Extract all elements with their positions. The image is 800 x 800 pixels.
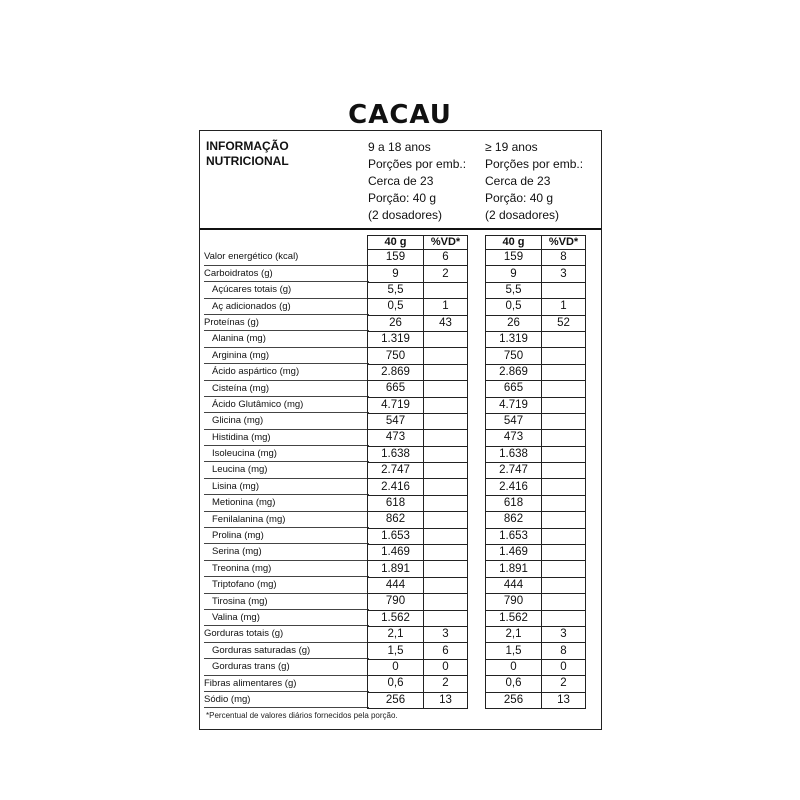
- table-row: [486, 299, 586, 315]
- table-row: [486, 381, 586, 397]
- table-row: [486, 446, 586, 462]
- nutrient-label: Isoleucina (mg): [204, 446, 369, 462]
- vd-cell: [542, 610, 586, 626]
- vd-cell: [542, 463, 586, 479]
- footnote: *Percentual de valores diários fornecidos pela porção.: [206, 711, 398, 720]
- table-row: [368, 643, 468, 659]
- nutrient-label: Tirosina (mg): [204, 594, 369, 610]
- nutrient-label: Gorduras trans (g): [204, 659, 369, 675]
- amount-cell: 2.869: [486, 364, 542, 380]
- nutrient-label: Proteínas (g): [204, 315, 369, 331]
- vd-cell: 8: [542, 250, 586, 266]
- amount-cell: 256: [368, 692, 424, 708]
- group-line: 9 a 18 anos: [368, 140, 431, 154]
- vd-cell: [542, 545, 586, 561]
- vd-cell: [542, 430, 586, 446]
- group-line: Porção: 40 g: [368, 191, 437, 205]
- table-row: [486, 479, 586, 495]
- vd-cell: 6: [424, 250, 468, 266]
- table-row: [368, 397, 468, 413]
- vd-cell: [424, 528, 468, 544]
- amount-cell: 0,5: [486, 299, 542, 315]
- amount-cell: 665: [486, 381, 542, 397]
- table-row: [486, 577, 586, 593]
- vd-cell: 2: [542, 676, 586, 692]
- vd-cell: 3: [424, 626, 468, 642]
- amount-cell: 0: [486, 659, 542, 675]
- nutrient-label: Leucina (mg): [204, 462, 369, 478]
- nutrient-label: Gorduras saturadas (g): [204, 643, 369, 659]
- vd-cell: 1: [424, 299, 468, 315]
- vd-cell: 43: [424, 315, 468, 331]
- group-line: Porções por emb.:: [485, 157, 584, 171]
- table-row: [368, 659, 468, 675]
- amount-cell: 159: [486, 250, 542, 266]
- group-line: Cerca de 23: [368, 174, 434, 188]
- table-row: [486, 545, 586, 561]
- amount-cell: 1.319: [486, 331, 542, 347]
- values-table-19-plus: [485, 235, 586, 709]
- table-row: [486, 331, 586, 347]
- amount-cell: 26: [368, 315, 424, 331]
- nutrient-label: Gorduras totais (g): [204, 626, 369, 642]
- table-row: [486, 364, 586, 380]
- amount-cell: 2.416: [368, 479, 424, 495]
- amount-cell: 0,6: [368, 676, 424, 692]
- table-row: [486, 676, 586, 692]
- table-row: [368, 413, 468, 429]
- vd-cell: [424, 495, 468, 511]
- nutrient-label: Valina (mg): [204, 610, 369, 626]
- amount-cell: 1,5: [368, 643, 424, 659]
- table-row: [368, 430, 468, 446]
- vd-cell: [542, 282, 586, 298]
- amount-cell: 26: [486, 315, 542, 331]
- amount-cell: 256: [486, 692, 542, 708]
- group-line: Porção: 40 g: [485, 191, 554, 205]
- table-row: [486, 250, 586, 266]
- amount-cell: 2.416: [486, 479, 542, 495]
- table-row: [486, 315, 586, 331]
- amount-cell: 862: [368, 512, 424, 528]
- vd-cell: [424, 348, 468, 364]
- amount-cell: 1.653: [486, 528, 542, 544]
- nutrient-label: Aç adicionados (g): [204, 299, 369, 315]
- table-row: [368, 364, 468, 380]
- table-row: [368, 594, 468, 610]
- table-row: [368, 315, 468, 331]
- amount-cell: 0,5: [368, 299, 424, 315]
- amount-cell: 1.469: [486, 545, 542, 561]
- nutrient-label: Triptofano (mg): [204, 577, 369, 593]
- col-header-vd: %VD*: [542, 236, 586, 250]
- table-row: [368, 610, 468, 626]
- vd-cell: [542, 512, 586, 528]
- table-row: [486, 528, 586, 544]
- table-row: [368, 299, 468, 315]
- amount-cell: 750: [486, 348, 542, 364]
- group-line: (2 dosadores): [368, 208, 443, 222]
- table-row: [368, 626, 468, 642]
- nutrient-label: Valor energético (kcal): [204, 249, 369, 265]
- nutrient-label: Fibras alimentares (g): [204, 676, 369, 692]
- vd-cell: [542, 413, 586, 429]
- table-row: [368, 692, 468, 708]
- nutrient-label: Serina (mg): [204, 544, 369, 560]
- nutrient-label: Lisina (mg): [204, 479, 369, 495]
- vd-cell: [542, 331, 586, 347]
- amount-cell: 1.562: [368, 610, 424, 626]
- amount-cell: 665: [368, 381, 424, 397]
- vd-cell: [542, 528, 586, 544]
- vd-cell: [542, 446, 586, 462]
- amount-cell: 862: [486, 512, 542, 528]
- vd-cell: [424, 282, 468, 298]
- vd-cell: 2: [424, 266, 468, 282]
- nutrient-label: Treonina (mg): [204, 561, 369, 577]
- table-row: [368, 331, 468, 347]
- vd-cell: [542, 381, 586, 397]
- amount-cell: 2,1: [486, 626, 542, 642]
- col-header-vd: %VD*: [424, 236, 468, 250]
- vd-cell: [542, 577, 586, 593]
- table-row: [368, 348, 468, 364]
- amount-cell: 1.891: [486, 561, 542, 577]
- vd-cell: [424, 331, 468, 347]
- vd-cell: 0: [542, 659, 586, 675]
- amount-cell: 9: [486, 266, 542, 282]
- table-row: [486, 626, 586, 642]
- header-separator: [200, 228, 601, 230]
- table-row: [368, 266, 468, 282]
- table-row: [368, 479, 468, 495]
- amount-cell: 444: [486, 577, 542, 593]
- table-row: [486, 659, 586, 675]
- table-row: [368, 463, 468, 479]
- vd-cell: [542, 594, 586, 610]
- amount-cell: 547: [368, 413, 424, 429]
- vd-cell: [424, 610, 468, 626]
- vd-cell: 52: [542, 315, 586, 331]
- amount-cell: 618: [486, 495, 542, 511]
- info-title: INFORMAÇÃO NUTRICIONAL: [206, 139, 289, 168]
- amount-cell: 0: [368, 659, 424, 675]
- vd-cell: [542, 561, 586, 577]
- table-row: [486, 643, 586, 659]
- table-row: [368, 512, 468, 528]
- amount-cell: 473: [486, 430, 542, 446]
- amount-cell: 159: [368, 250, 424, 266]
- vd-cell: 3: [542, 266, 586, 282]
- table-row: [486, 692, 586, 708]
- amount-cell: 547: [486, 413, 542, 429]
- amount-cell: 1,5: [486, 643, 542, 659]
- table-row: [486, 610, 586, 626]
- group-line: (2 dosadores): [485, 208, 560, 222]
- table-row: [486, 430, 586, 446]
- vd-cell: 13: [424, 692, 468, 708]
- nutrient-label: Ácido Glutâmico (mg): [204, 397, 369, 413]
- vd-cell: [424, 364, 468, 380]
- table-row: [486, 348, 586, 364]
- nutrition-facts-panel: [199, 130, 602, 730]
- vd-cell: [542, 479, 586, 495]
- nutrient-label: Sódio (mg): [204, 692, 369, 708]
- table-row: [486, 463, 586, 479]
- table-row: [368, 250, 468, 266]
- amount-cell: 1.638: [368, 446, 424, 462]
- amount-cell: 2.747: [486, 463, 542, 479]
- table-row: [368, 446, 468, 462]
- vd-cell: [424, 413, 468, 429]
- table-row: [368, 561, 468, 577]
- nutrient-label: Carboidratos (g): [204, 266, 369, 282]
- nutrient-label: Fenilalanina (mg): [204, 512, 369, 528]
- nutrient-label: Metionina (mg): [204, 495, 369, 511]
- table-row: [368, 495, 468, 511]
- table-row: [368, 676, 468, 692]
- vd-cell: 3: [542, 626, 586, 642]
- amount-cell: 0,6: [486, 676, 542, 692]
- amount-cell: 444: [368, 577, 424, 593]
- vd-cell: [424, 545, 468, 561]
- amount-cell: 4.719: [486, 397, 542, 413]
- amount-cell: 473: [368, 430, 424, 446]
- amount-cell: 1.469: [368, 545, 424, 561]
- vd-cell: [424, 479, 468, 495]
- values-table-9-18: [367, 235, 468, 709]
- amount-cell: 2,1: [368, 626, 424, 642]
- amount-cell: 750: [368, 348, 424, 364]
- table-row: [368, 282, 468, 298]
- table-row: [486, 594, 586, 610]
- vd-cell: [424, 463, 468, 479]
- vd-cell: 13: [542, 692, 586, 708]
- nutrient-label: Ácido aspártico (mg): [204, 364, 369, 380]
- group-header-19-plus: [485, 139, 583, 224]
- vd-cell: [542, 364, 586, 380]
- table-row: [486, 413, 586, 429]
- amount-cell: 1.638: [486, 446, 542, 462]
- amount-cell: 1.653: [368, 528, 424, 544]
- table-row: [368, 545, 468, 561]
- amount-cell: 1.319: [368, 331, 424, 347]
- amount-cell: 1.562: [486, 610, 542, 626]
- vd-cell: 1: [542, 299, 586, 315]
- nutrient-label: Açúcares totais (g): [204, 282, 369, 298]
- vd-cell: [542, 348, 586, 364]
- vd-cell: [424, 577, 468, 593]
- group-header-9-18: [368, 139, 466, 224]
- vd-cell: [424, 446, 468, 462]
- nutrient-label: Histidina (mg): [204, 430, 369, 446]
- table-row: [368, 577, 468, 593]
- amount-cell: 2.747: [368, 463, 424, 479]
- vd-cell: [424, 594, 468, 610]
- nutrient-label: Arginina (mg): [204, 348, 369, 364]
- table-row: [368, 528, 468, 544]
- vd-cell: [542, 495, 586, 511]
- vd-cell: [424, 512, 468, 528]
- vd-cell: [424, 430, 468, 446]
- table-row: [368, 381, 468, 397]
- nutrient-labels: [204, 235, 369, 708]
- table-row: [486, 266, 586, 282]
- amount-cell: 5,5: [368, 282, 424, 298]
- vd-cell: [424, 561, 468, 577]
- vd-cell: [424, 397, 468, 413]
- amount-cell: 5,5: [486, 282, 542, 298]
- col-header-portion: 40 g: [368, 236, 424, 250]
- nutrient-label: Prolina (mg): [204, 528, 369, 544]
- table-row: [486, 495, 586, 511]
- amount-cell: 790: [486, 594, 542, 610]
- amount-cell: 790: [368, 594, 424, 610]
- vd-cell: 0: [424, 659, 468, 675]
- product-title: CACAU: [348, 100, 452, 130]
- vd-cell: [424, 381, 468, 397]
- vd-cell: 2: [424, 676, 468, 692]
- nutrient-label: Alanina (mg): [204, 331, 369, 347]
- amount-cell: 9: [368, 266, 424, 282]
- amount-cell: 618: [368, 495, 424, 511]
- table-row: [486, 397, 586, 413]
- table-row: [486, 561, 586, 577]
- group-line: Cerca de 23: [485, 174, 551, 188]
- nutrient-label: Cisteína (mg): [204, 381, 369, 397]
- vd-cell: [542, 397, 586, 413]
- vd-cell: 6: [424, 643, 468, 659]
- table-row: [486, 282, 586, 298]
- group-line: Porções por emb.:: [368, 157, 467, 171]
- col-header-portion: 40 g: [486, 236, 542, 250]
- amount-cell: 2.869: [368, 364, 424, 380]
- group-line: ≥ 19 anos: [485, 140, 538, 154]
- amount-cell: 1.891: [368, 561, 424, 577]
- table-row: [486, 512, 586, 528]
- amount-cell: 4.719: [368, 397, 424, 413]
- vd-cell: 8: [542, 643, 586, 659]
- nutrient-label: Glicina (mg): [204, 413, 369, 429]
